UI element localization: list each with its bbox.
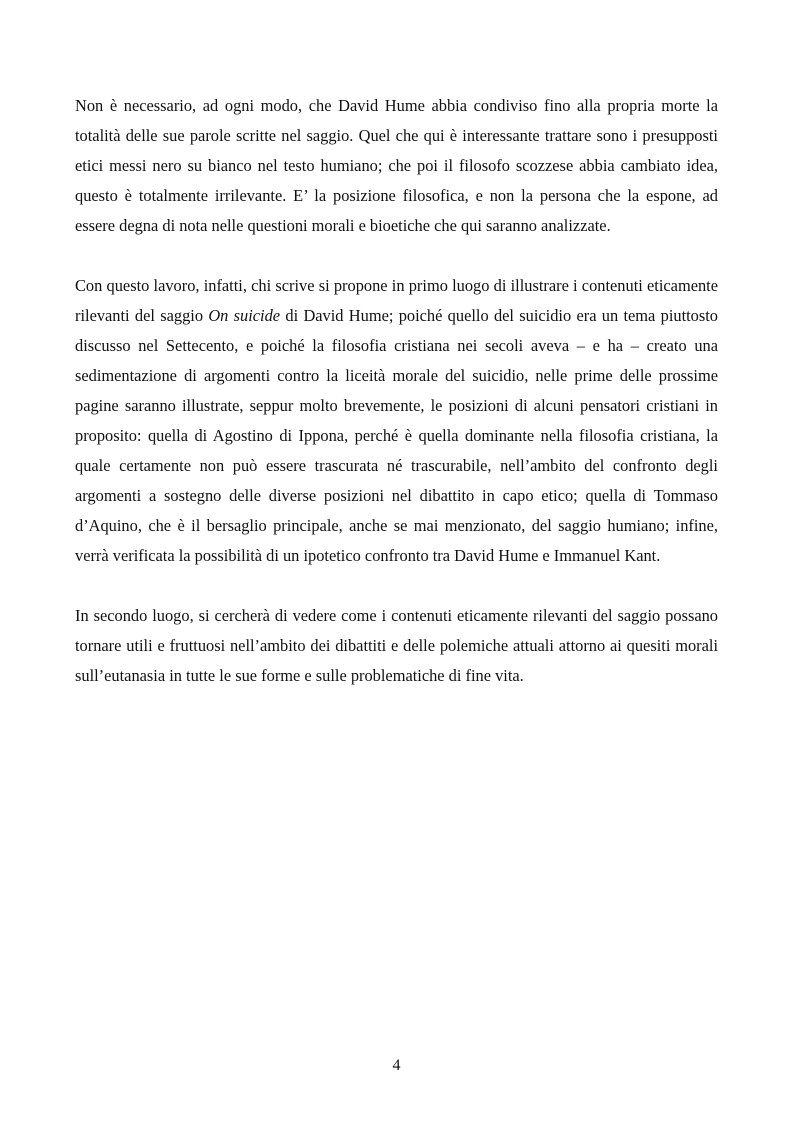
paragraph-2 [75,271,718,571]
paragraph-3-text: In secondo luogo, si cercherà di vedere come i contenuti eticamente rilevanti del saggio possano tornare utili e fruttuosi nell’ambito dei dibattiti e delle polemiche attuali attorno ai quesiti morali sull’eutanasia in tutte le sue forme e sulle problematiche di fine vita. [75,606,718,685]
page-number: 4 [392,1057,401,1074]
paragraph-2-italic-title: On suicide [208,306,281,325]
paragraph-2-text-after: di David Hume; poiché quello del suicidio era un tema piuttosto discusso nel Settecento, e poiché la filosofia cristiana nei secoli aveva – e ha – creato una sedimentazione di argomenti contro la liceità morale del suicidio, nelle prime delle prossime pagine saranno illustrate, seppur molto brevemente, le posizioni di alcuni pensatori cristiani in proposito: quella di Agostino di Ippona, perché è quella dominante nella filosofia cristiana, la quale certamente non può essere trascurata né trascurabile, nell’ambito del confronto degli argomenti a sostegno delle diverse posizioni nel dibattito in capo etico; quella di Tommaso d’Aquino, che è il bersaglio principale, anche se mai menzionato, del saggio humiano; infine, verrà verificata la possibilità di un ipotetico confronto tra David Hume e Immanuel Kant. [75,306,718,565]
paragraph-1-text: Non è necessario, ad ogni modo, che David Hume abbia condiviso fino alla propria morte la totalità delle sue parole scritte nel saggio. Quel che qui è interessante trattare sono i presupposti etici messi nero su bianco nel testo humiano; che poi il filosofo scozzese abbia cambiato idea, questo è totalmente irrilevante. E’ la posizione filosofica, e non la persona che la espone, ad essere degna di nota nelle questioni morali e bioetiche che qui saranno analizzate. [75,96,718,235]
paragraph-1 [75,91,718,241]
paragraph-3 [75,601,718,691]
paragraph-2-text-before: Con questo lavoro, infatti, chi scrive si propone in primo luogo di illustrare i contenuti eticamente rilevanti del saggio [75,276,718,325]
body-text [75,91,718,721]
